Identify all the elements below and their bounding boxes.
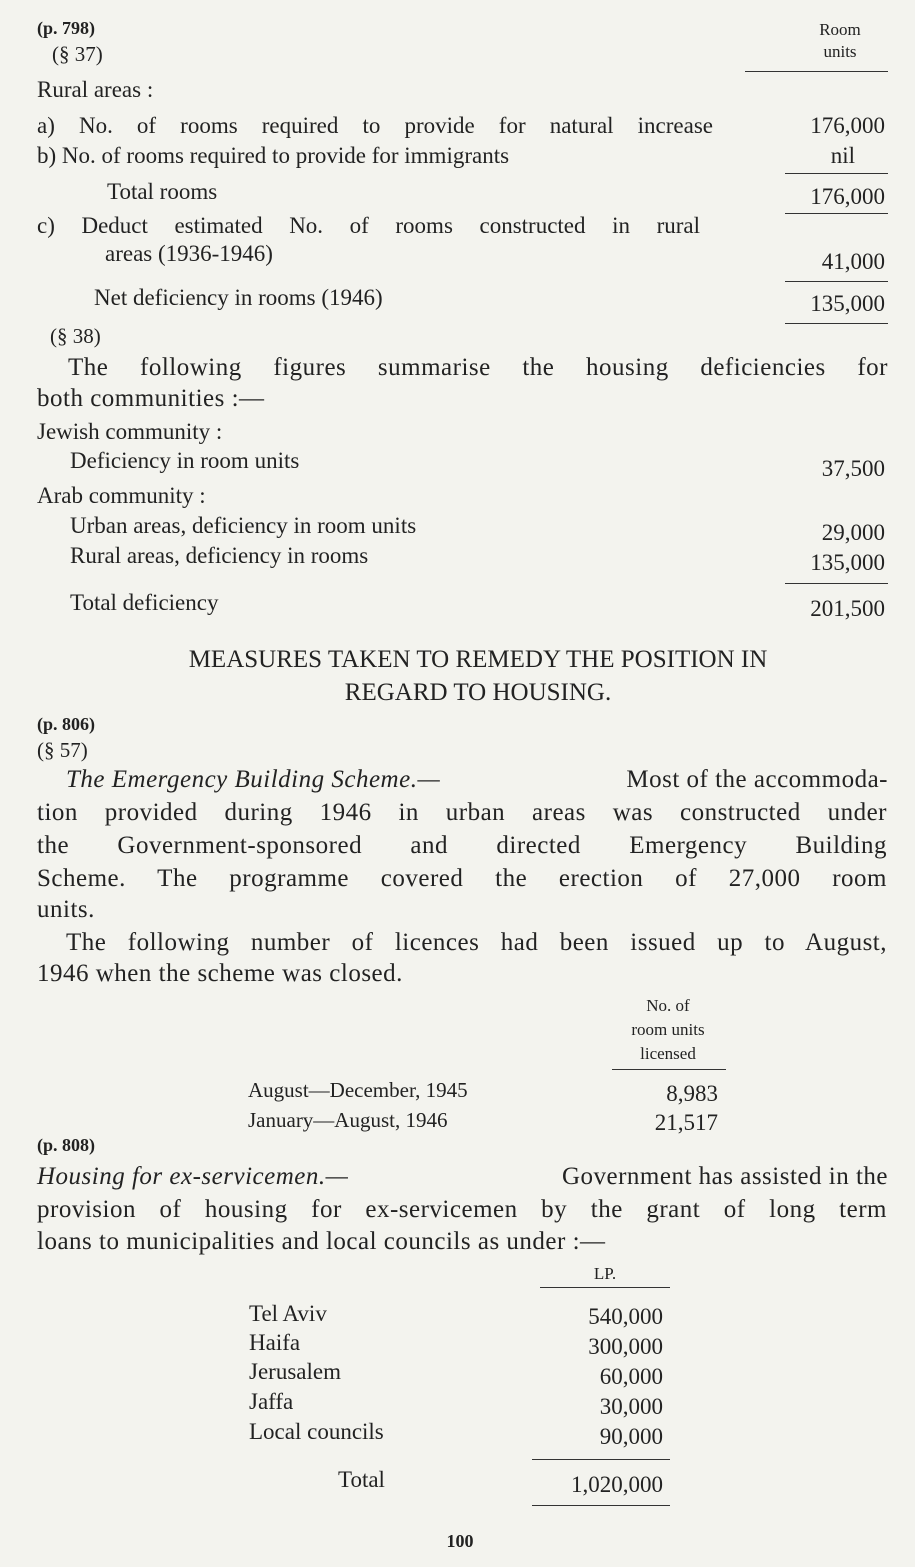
page-reference: (p. 806) [37,714,95,734]
section-title: MEASURES TAKEN TO REMEDY THE POSITION IN [188,646,768,673]
rule [785,583,888,584]
row-value: 37,500 [821,456,885,481]
rule [785,213,888,214]
loan-label: Haifa [249,1330,301,1355]
paragraph-line: tion provided during 1946 in urban areas was constructed under [37,799,887,826]
row-label: b) No. of rooms required to provide for immigrants [37,143,510,168]
rule [785,281,888,282]
total-label: Total rooms [107,179,218,204]
page-reference: (p. 798) [37,18,95,38]
total-value: 1,020,000 [571,1472,663,1497]
total-label: Total deficiency [70,590,219,615]
section-heading: Rural areas : [37,77,154,102]
paragraph-reference: (§ 37) [52,42,103,66]
row-label: Deficiency in room units [70,448,300,473]
scheme-title: The Emergency Building Scheme.— [66,766,441,793]
rule [612,1069,726,1070]
rule [745,71,888,72]
rule [785,173,888,174]
paragraph-reference: (§ 57) [37,738,88,762]
column-header: No. of [646,996,690,1015]
net-value: 135,000 [810,291,885,316]
loan-value: 60,000 [599,1364,663,1389]
paragraph-line: units. [37,896,95,923]
section-title: REGARD TO HOUSING. [344,679,612,706]
column-header: room units [631,1020,705,1039]
loan-value: 300,000 [588,1334,663,1359]
page-reference: (p. 808) [37,1135,95,1155]
rule [540,1287,670,1288]
paragraph-line: both communities :— [37,385,265,412]
column-header: Room [819,20,861,39]
loan-label: Local councils [249,1419,384,1444]
loan-value: 30,000 [599,1394,663,1419]
paragraph-line: Government has assisted in the [561,1163,888,1190]
column-header: licensed [640,1044,696,1063]
deduct-value: 41,000 [821,249,885,274]
total-label: Total [338,1467,385,1492]
row-label: January—August, 1946 [248,1108,448,1132]
paragraph-reference: (§ 38) [50,324,101,348]
total-value: 176,000 [810,184,885,209]
deduct-label: c) Deduct estimated No. of rooms constructed in rural [37,213,700,238]
paragraph-line: The following figures summarise the housing deficiencies for [68,354,888,381]
deduct-label: areas (1936-1946) [105,241,273,266]
page-number: 100 [446,1531,474,1551]
column-header: units [823,42,857,61]
loan-label: Jerusalem [249,1359,341,1384]
row-label: Rural areas, deficiency in rooms [70,543,369,568]
row-value: 135,000 [810,550,885,575]
paragraph-line: provision of housing for ex-servicemen by the grant of long term [37,1196,887,1223]
loan-value: 90,000 [599,1424,663,1449]
row-value: nil [830,143,855,168]
loan-value: 540,000 [588,1304,663,1329]
rule [532,1459,670,1460]
subheading: Jewish community : [37,419,223,444]
row-value: 29,000 [821,520,885,545]
paragraph-line: 1946 when the scheme was closed. [37,960,403,987]
row-value: 21,517 [654,1110,718,1135]
housing-title: Housing for ex-servicemen.— [37,1163,349,1190]
paragraph-line: Most of the accommoda- [626,766,888,793]
row-value: 176,000 [810,113,885,138]
rule [785,323,888,324]
loan-label: Tel Aviv [249,1301,327,1326]
net-label: Net deficiency in rooms (1946) [94,285,383,310]
paragraph-line: the Government-sponsored and directed Emergency Building [37,832,887,859]
total-value: 201,500 [810,596,885,621]
paragraph-line: loans to municipalities and local councils as under :— [37,1228,606,1255]
row-label: August—December, 1945 [248,1078,468,1102]
subheading: Arab community : [37,483,206,508]
currency-header: LP. [593,1264,617,1283]
rule [532,1505,670,1506]
row-label: a) No. of rooms required to provide for natural increase [37,113,713,138]
loan-label: Jaffa [249,1389,294,1414]
paragraph-line: Scheme. The programme covered the erection of 27,000 room [37,865,887,892]
paragraph-line: The following number of licences had been issued up to August, [66,929,887,956]
row-label: Urban areas, deficiency in room units [70,513,417,538]
row-value: 8,983 [666,1081,718,1106]
